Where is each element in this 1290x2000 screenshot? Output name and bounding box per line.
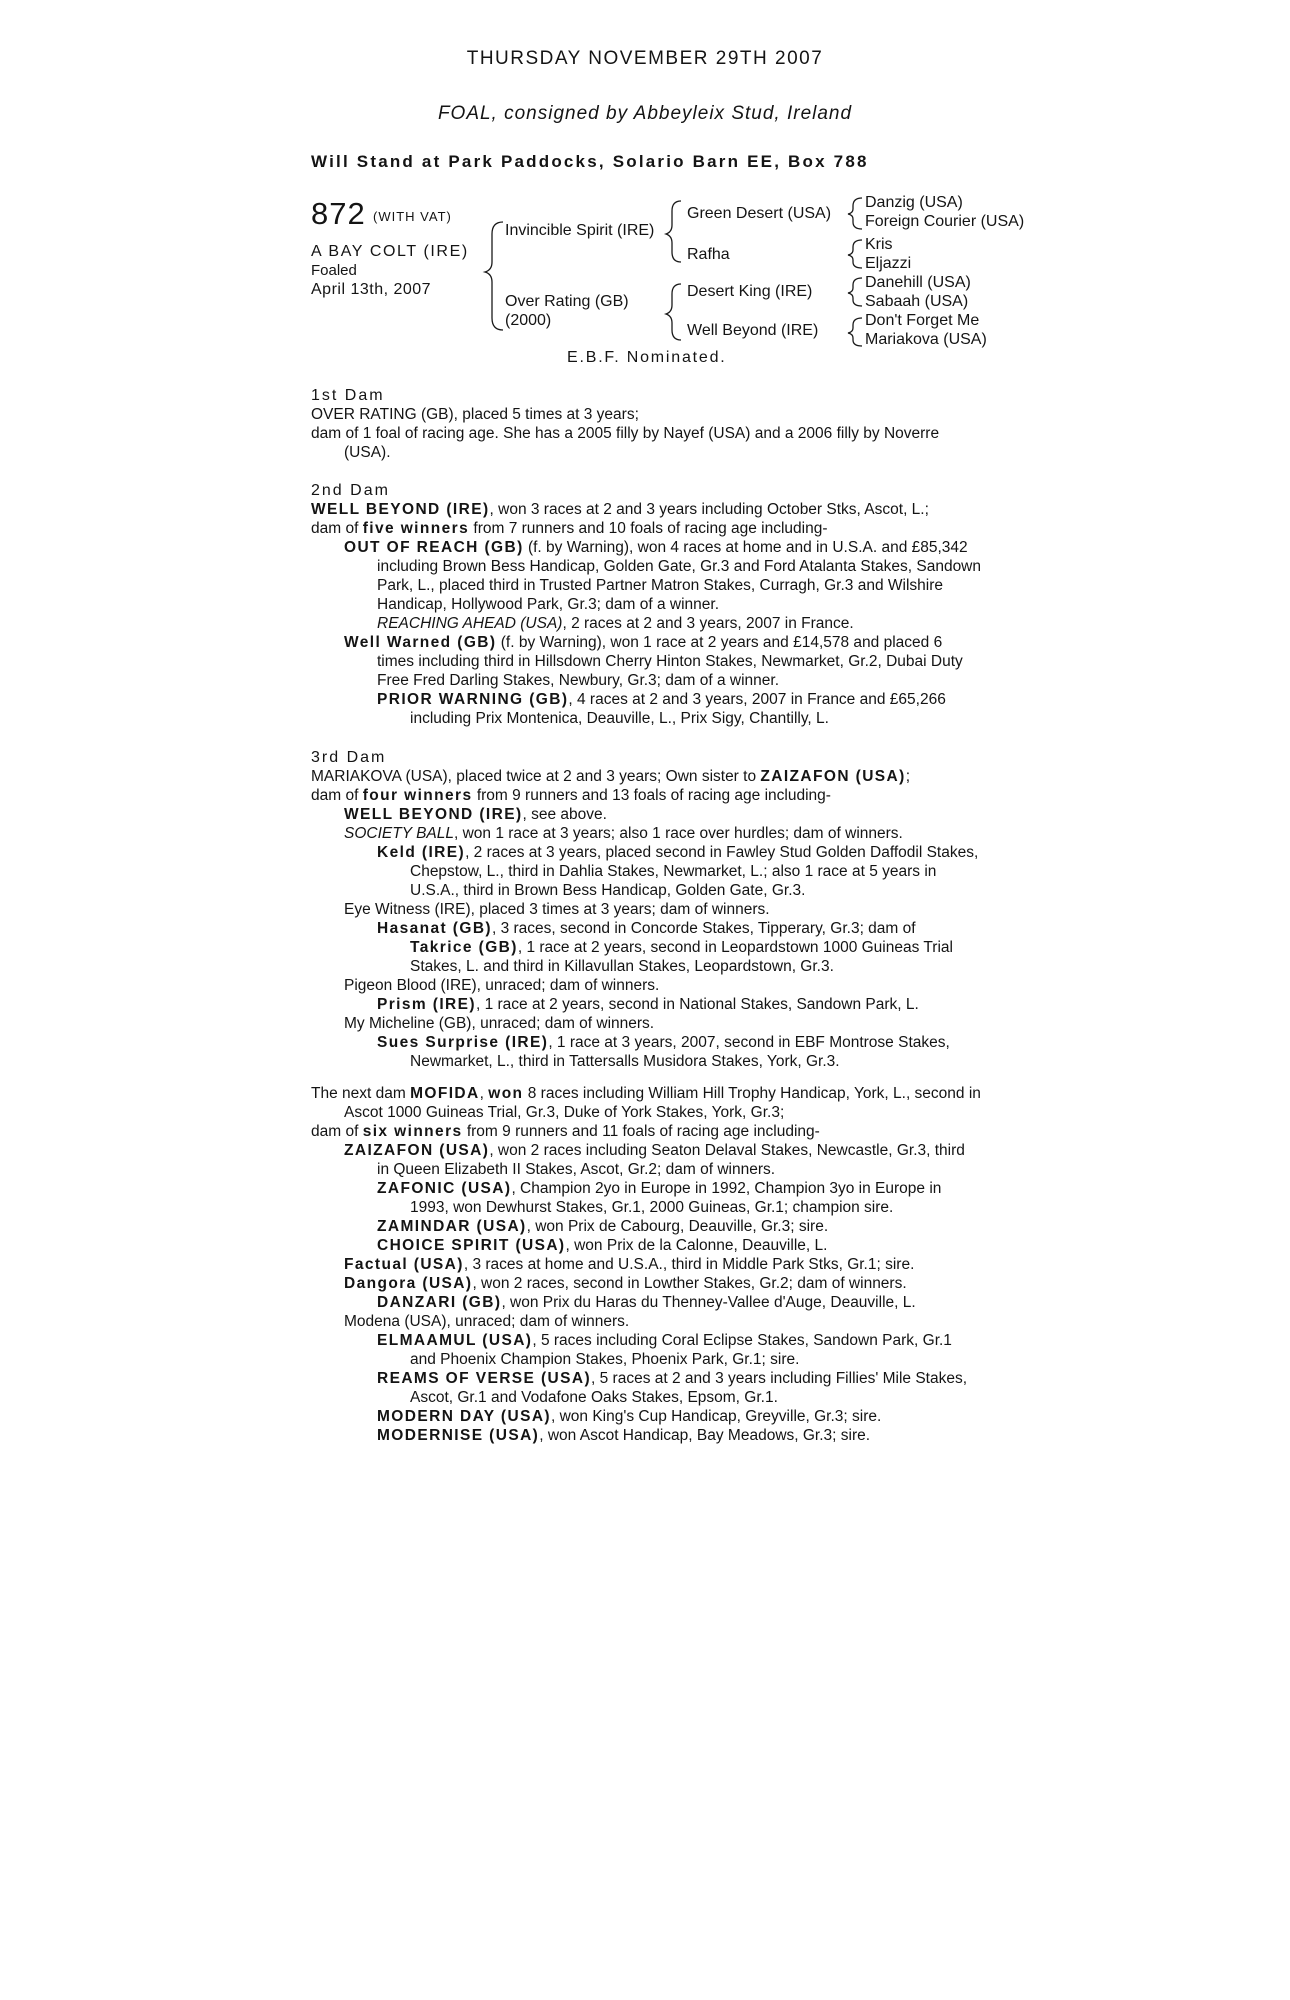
produce-entry: ZAFONIC (USA), Champion 2yo in Europe in 1992, Champion 3yo in Europe in 1993, won Dewhurst Stakes, Gr.1, 2000 Guineas, Gr.1; champion sire.	[377, 1180, 942, 1216]
produce-entry: Prism (IRE), 1 race at 2 years, second in National Stakes, Sandown Park, L.	[377, 996, 919, 1013]
produce-entry: PRIOR WARNING (GB), 4 races at 2 and 3 years, 2007 in France and £65,266 including Prix Montenica, Deauville, L., Prix Sigy, Chantilly, L.	[377, 691, 946, 727]
foaled-date: April 13th, 2007	[311, 281, 432, 298]
next-dam-produce: dam of six winners from 9 runners and 11 foals of racing age including-	[311, 1123, 820, 1140]
produce-entry: REAMS OF VERSE (USA), 5 races at 2 and 3 years including Fillies' Mile Stakes, Ascot, Gr.1 and Vodafone Oaks Stakes, Epsom, Gr.1.	[377, 1370, 968, 1406]
produce-entry: My Micheline (GB), unraced; dam of winners.	[344, 1015, 655, 1032]
produce-entry: Sues Surprise (IRE), 1 race at 3 years, 2007, second in EBF Montrose Stakes, Newmarket, L., third in Tattersalls Musidora Stakes, York, Gr.3.	[377, 1034, 950, 1070]
lot-number: 872	[311, 196, 366, 231]
ancestor-1: Danzig (USA)	[865, 194, 963, 211]
produce-entry: MODERN DAY (USA), won King's Cup Handicap, Greyville, Gr.3; sire.	[377, 1408, 882, 1425]
dam-name: Over Rating (GB)	[505, 293, 629, 310]
second-dam-section	[311, 481, 981, 728]
produce-entry: Keld (IRE), 2 races at 3 years, placed second in Fawley Stud Golden Daffodil Stakes, Chepstow, L., third in Dahlia Stakes, Newmarket, L.; also 1 race at 5 years in U.S.A., third in Brown Bess Handicap, Golden Gate, Gr.3.	[377, 844, 979, 899]
produce-entry: Eye Witness (IRE), placed 3 times at 3 years; dam of winners.	[344, 901, 770, 918]
produce-entry: Pigeon Blood (IRE), unraced; dam of winners.	[344, 977, 660, 994]
bracket-g2	[848, 240, 862, 268]
first-dam-produce: dam of 1 foal of racing age. She has a 2005 filly by Nayef (USA) and a 2006 filly by Noverre (USA).	[311, 425, 940, 461]
third-dam-produce: dam of four winners from 9 runners and 13 foals of racing age including-	[311, 787, 831, 804]
ancestor-7: Don't Forget Me	[865, 312, 980, 329]
first-dam-section	[311, 386, 981, 462]
produce-entry: Modena (USA), unraced; dam of winners.	[344, 1313, 630, 1330]
ancestor-4: Eljazzi	[865, 255, 912, 272]
bracket-sire	[666, 201, 681, 262]
sire-name: Invincible Spirit (IRE)	[505, 222, 655, 239]
bracket-g1	[848, 198, 862, 229]
bracket-g3	[848, 278, 862, 306]
produce-entry: SOCIETY BALL, won 1 race at 3 years; also 1 race over hurdles; dam of winners.	[344, 825, 903, 842]
produce-entry: DANZARI (GB), won Prix du Haras du Thenney-Vallee d'Auge, Deauville, L.	[377, 1294, 916, 1311]
produce-entry: Dangora (USA), won 2 races, second in Lowther Stakes, Gr.2; dam of winners.	[344, 1275, 907, 1292]
foaled-label: Foaled	[311, 262, 357, 279]
vat-note: (WITH VAT)	[373, 209, 452, 224]
produce-entry: ZAIZAFON (USA), won 2 races including Seaton Delaval Stakes, Newcastle, Gr.3, third in Queen Elizabeth II Stakes, Ascot, Gr.2; dam of winners.	[344, 1142, 965, 1178]
bracket-dam	[666, 284, 681, 340]
bracket-main	[485, 222, 503, 330]
stand-location: Will Stand at Park Paddocks, Solario Barn EE, Box 788	[311, 152, 869, 171]
ancestor-5: Danehill (USA)	[865, 274, 971, 291]
produce-entry: WELL BEYOND (IRE), see above.	[344, 806, 607, 823]
produce-entry: Factual (USA), 3 races at home and U.S.A., third in Middle Park Stks, Gr.1; sire.	[344, 1256, 915, 1273]
third-dam-heading: 3rd Dam	[311, 749, 387, 766]
produce-entry: ELMAAMUL (USA), 5 races including Coral Eclipse Stakes, Sandown Park, Gr.1 and Phoenix Champion Stakes, Phoenix Park, Gr.1; sire.	[377, 1332, 952, 1368]
ancestor-3: Kris	[865, 236, 893, 253]
produce-entry: Hasanat (GB), 3 races, second in Concorde Stakes, Tipperary, Gr.3; dam of Takrice (GB), 1 race at 2 years, second in Leopardstown 1000 Guineas Trial Stakes, L. and third in Killavullan Stakes, Leopardstown, Gr.3.	[377, 920, 953, 975]
dam-sire: Desert King (IRE)	[687, 283, 813, 300]
second-dam-line: WELL BEYOND (IRE), won 3 races at 2 and 3 years including October Stks, Ascot, L.;	[311, 501, 929, 518]
third-dam-section	[311, 748, 981, 1071]
ancestor-8: Mariakova (USA)	[865, 331, 987, 348]
produce-entry: REACHING AHEAD (USA), 2 races at 2 and 3 years, 2007 in France.	[377, 615, 854, 632]
second-dam-heading: 2nd Dam	[311, 482, 390, 499]
third-dam-line: MARIAKOVA (USA), placed twice at 2 and 3 years; Own sister to ZAIZAFON (USA);	[311, 768, 911, 785]
second-dam-produce: dam of five winners from 7 runners and 10 foals of racing age including-	[311, 520, 828, 537]
dam-year: (2000)	[505, 312, 552, 329]
next-dam-line: The next dam MOFIDA, won 8 races including William Hill Trophy Handicap, York, L., second in Ascot 1000 Guineas Trial, Gr.3, Duke of York Stakes, York, Gr.3;	[311, 1085, 981, 1121]
sire-sire: Green Desert (USA)	[687, 205, 832, 222]
produce-entry: MODERNISE (USA), won Ascot Handicap, Bay Meadows, Gr.3; sire.	[377, 1427, 871, 1444]
lot-description: A BAY COLT (IRE)	[311, 243, 469, 260]
sire-dam: Rafha	[687, 246, 730, 263]
dam-dam: Well Beyond (IRE)	[687, 322, 819, 339]
ancestor-6: Sabaah (USA)	[865, 293, 969, 310]
sale-date: THURSDAY NOVEMBER 29TH 2007	[466, 48, 824, 69]
next-dam-section	[311, 1084, 981, 1445]
produce-entry: OUT OF REACH (GB) (f. by Warning), won 4 races at home and in U.S.A. and £85,342 including Brown Bess Handicap, Golden Gate, Gr.3 and Ford Atalanta Stakes, Sandown Park, L., placed third in Trusted Partner Matron Stakes, Curragh, Gr.3 and Wilshire Handicap, Hollywood Park, Gr.3; dam of a winner.	[344, 539, 982, 613]
ancestor-2: Foreign Courier (USA)	[865, 213, 1025, 230]
produce-entry: Well Warned (GB) (f. by Warning), won 1 race at 2 years and £14,578 and placed 6 times including third in Hillsdown Cherry Hinton Stakes, Newmarket, Gr.2, Dubai Duty Free Fred Darling Stakes, Newbury, Gr.3; dam of a winner.	[344, 634, 963, 689]
bracket-g4	[848, 318, 862, 346]
first-dam-line: OVER RATING (GB), placed 5 times at 3 years;	[311, 406, 639, 423]
consignment-line: FOAL, consigned by Abbeyleix Stud, Ireland	[437, 103, 853, 124]
produce-entry: ZAMINDAR (USA), won Prix de Cabourg, Deauville, Gr.3; sire.	[377, 1218, 829, 1235]
first-dam-heading: 1st Dam	[311, 387, 385, 404]
ebf-nominated: E.B.F. Nominated.	[567, 349, 727, 366]
produce-entry: CHOICE SPIRIT (USA), won Prix de la Calonne, Deauville, L.	[377, 1237, 828, 1254]
